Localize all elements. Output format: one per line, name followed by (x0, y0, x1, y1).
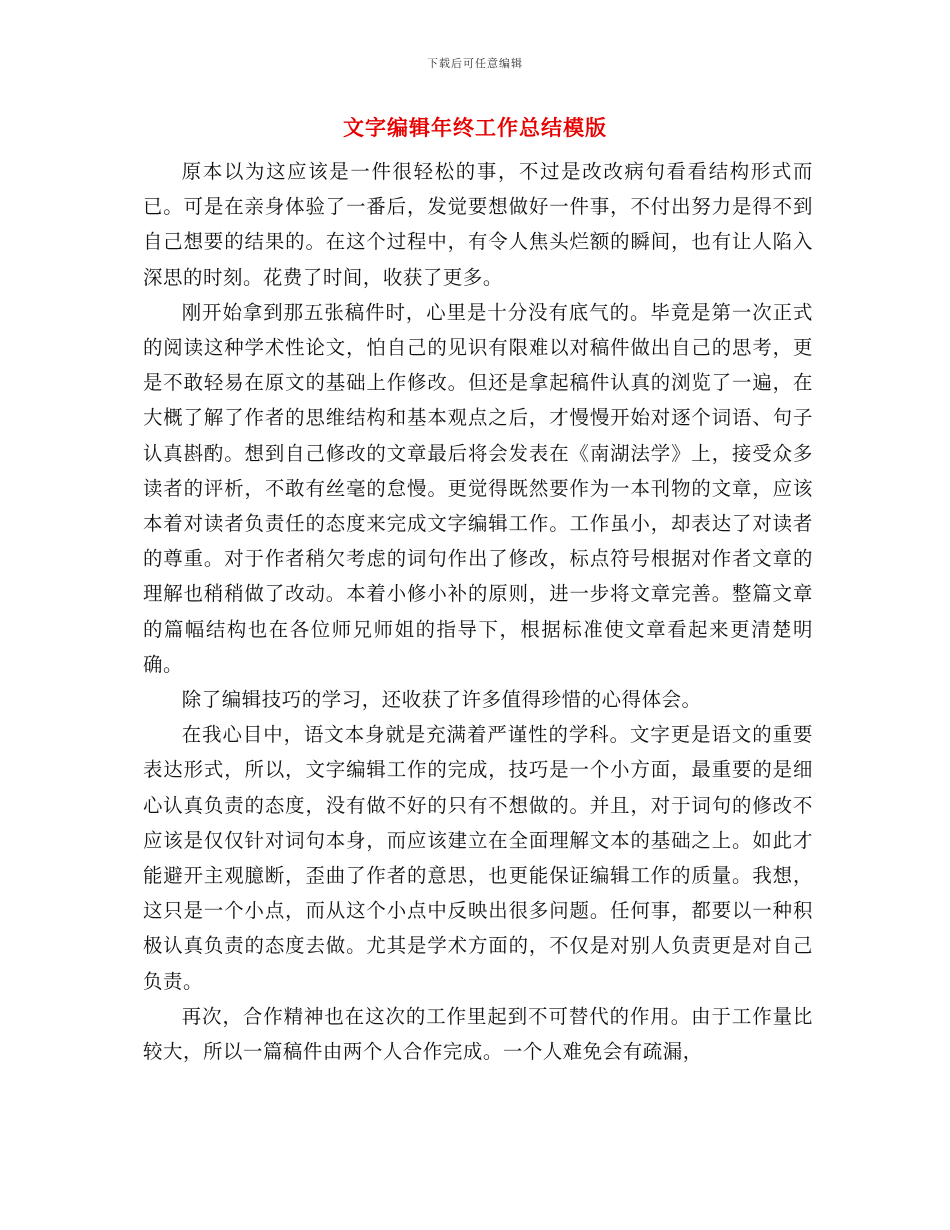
document-body (143, 154, 813, 1069)
document-title: 文字编辑年终工作总结模版 (343, 116, 607, 140)
paragraph-4: 在我心目中，语文本身就是充满着严谨性的学科。文字更是语文的重要表达形式，所以，文字编辑工作的完成，技巧是一个小方面，最重要的是细心认真负责的态度，没有做不好的只有不想做的。并且，对于词句的修改不应该是仅仅针对词句本身，而应该建立在全面理解文本的基础之上。如此才能避开主观臆断，歪曲了作者的意思，也更能保证编辑工作的质量。我想，这只是一个小点，而从这个小点中反映出很多问题。任何事，都要以一种积极认真负责的态度去做。尤其是学术方面的，不仅是对别人负责更是对自己负责。 (143, 723, 813, 993)
paragraph-3: 除了编辑技巧的学习，还收获了许多值得珍惜的心得体会。 (181, 688, 702, 712)
header-note: 下载后可任意编辑 (427, 57, 523, 70)
paragraph-5: 再次，合作精神也在这次的工作里起到不可替代的作用。由于工作量比较大，所以一篇稿件由两个人合作完成。一个人难免会有疏漏， (143, 1004, 813, 1064)
paragraph-1: 原本以为这应该是一件很轻松的事，不过是改改病句看看结构形式而已。可是在亲身体验了一番后，发觉要想做好一件事，不付出努力是得不到自己想要的结果的。在这个过程中，有令人焦头烂额的瞬间，也有让人陷入深思的时刻。花费了时间，收获了更多。 (143, 160, 813, 289)
paragraph-2: 刚开始拿到那五张稿件时，心里是十分没有底气的。毕竟是第一次正式的阅读这种学术性论文，怕自己的见识有限难以对稿件做出自己的思考，更是不敢轻易在原文的基础上作修改。但还是拿起稿件认真的浏览了一遍，在大概了解了作者的思维结构和基本观点之后，才慢慢开始对逐个词语、句子认真斟酌。想到自己修改的文章最后将会发表在《南湖法学》上，接受众多读者的评析，不敢有丝毫的怠慢。更觉得既然要作为一本刊物的文章，应该本着对读者负责任的态度来完成文字编辑工作。工作虽小，却表达了对读者的尊重。对于作者稍欠考虑的词句作出了修改，标点符号根据对作者文章的理解也稍稍做了改动。本着小修小补的原则，进一步将文章完善。整篇文章的篇幅结构也在各位师兄师姐的指导下，根据标准使文章看起来更清楚明确。 (143, 300, 813, 676)
